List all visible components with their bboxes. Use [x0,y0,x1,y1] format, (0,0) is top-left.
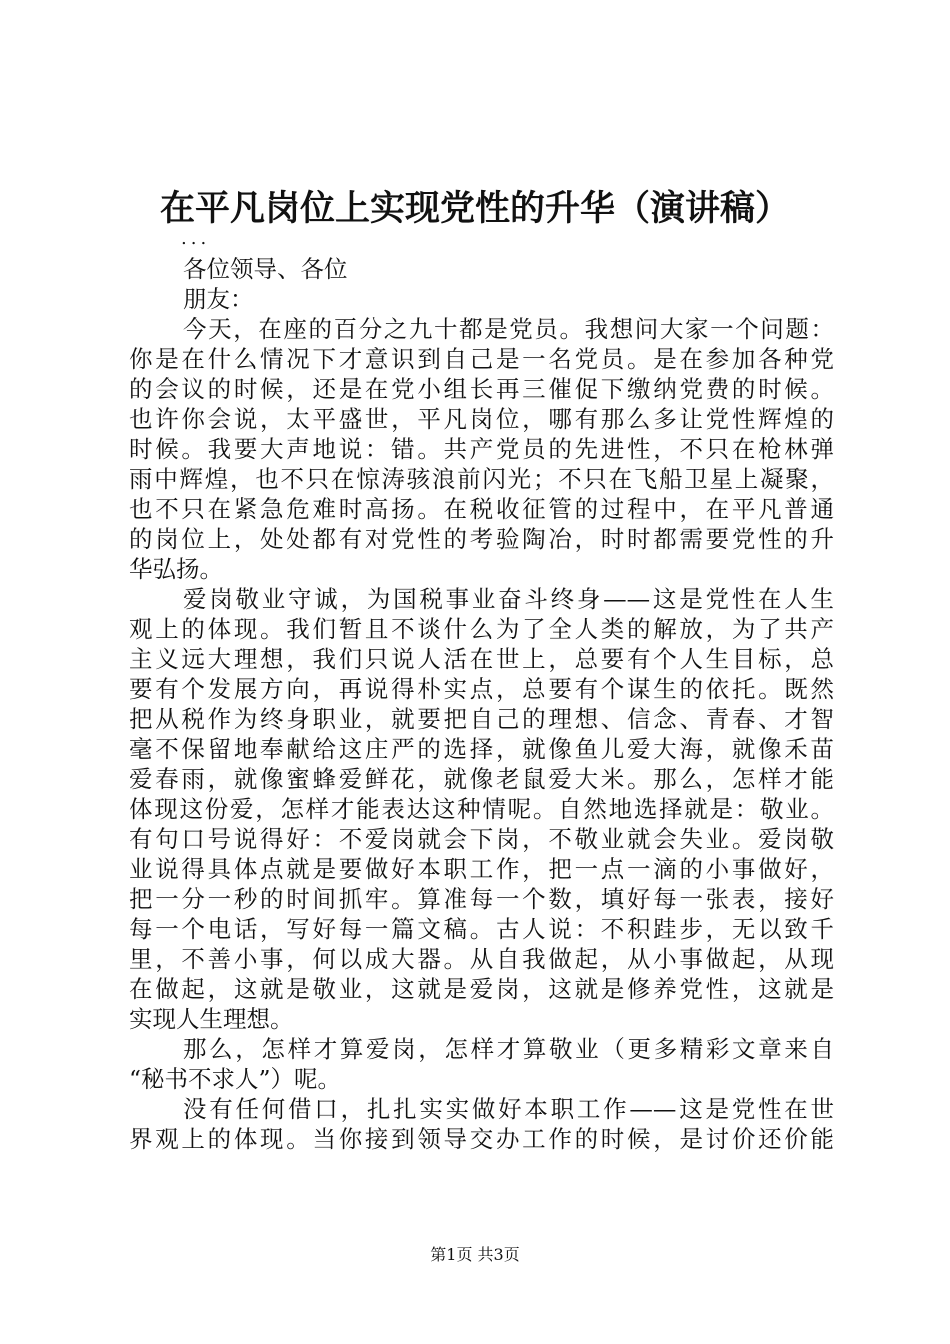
paragraph-1-line: 也许你会说，太平盛世，平凡岗位，哪有那么多让党性辉煌的 [129,405,834,433]
paragraph-1-line: 你是在什么情况下才意识到自己是一名党员。是在参加各种党 [129,345,834,373]
paragraph-1-line: 的会议的时候，还是在党小组长再三催促下缴纳党费的时候。 [129,375,834,403]
paragraph-2-line: 有句口号说得好：不爱岗就会下岗，不敬业就会失业。爱岗敬 [129,825,834,853]
document-title: 在平凡岗位上实现党性的升华（演讲稿） [159,188,790,229]
paragraph-4-line: 界观上的体现。当你接到领导交办工作的时候，是讨价还价能 [129,1125,834,1153]
paragraph-2-line: 在做起，这就是敬业，这就是爱岗，这就是修养党性，这就是 [129,975,834,1003]
paragraph-3-line: “秘书不求人”）呢。 [129,1065,342,1093]
paragraph-2-line: 实现人生理想。 [129,1005,294,1033]
paragraph-1-line: 时候。我要大声地说：错。共产党员的先进性，不只在枪林弹 [129,435,834,463]
paragraph-2-line: 体现这份爱，怎样才能表达这种情呢。自然地选择就是：敬业。 [129,795,834,823]
paragraph-1-line: 华弘扬。 [129,555,223,583]
paragraph-2-line: 每一个电话，写好每一篇文稿。古人说：不积跬步，无以致千 [129,915,834,943]
paragraph-2-line: 要有个发展方向，再说得朴实点，总要有个谋生的依托。既然 [129,675,834,703]
paragraph-2-line: 主义远大理想，我们只说人活在世上，总要有个人生目标，总 [129,645,834,673]
paragraph-1-line: 雨中辉煌，也不只在惊涛骇浪前闪光；不只在飞船卫星上凝聚， [129,465,834,493]
paragraph-2-line: 爱岗敬业守诚，为国税事业奋斗终身——这是党性在人生 [183,585,834,613]
document-body [129,224,834,1154]
paragraph-2-line: 爱春雨，就像蜜蜂爱鲜花，就像老鼠爱大米。那么，怎样才能 [129,765,834,793]
page-number-footer: 第1页 共3页 [430,1245,520,1264]
paragraph-2-line: 里，不善小事，何以成大器。从自我做起，从小事做起，从现 [129,945,834,973]
paragraph-2-line: 观上的体现。我们暂且不谈什么为了全人类的解放，为了共产 [129,615,834,643]
paragraph-3-line: 那么，怎样才算爱岗，怎样才算敬业（更多精彩文章来自 [183,1035,834,1063]
paragraph-2-line: 业说得具体点就是要做好本职工作，把一点一滴的小事做好， [129,855,834,883]
ellipsis-line: ... [181,228,211,249]
paragraph-1-line: 今天，在座的百分之九十都是党员。我想问大家一个问题： [183,315,834,343]
paragraph-2-line: 把从税作为终身职业，就要把自己的理想、信念、青春、才智 [129,705,834,733]
salutation-line: 各位领导、各位 [183,255,348,283]
paragraph-4-line: 没有任何借口，扎扎实实做好本职工作——这是党性在世 [183,1095,834,1123]
salutation-line: 朋友： [183,285,254,313]
paragraph-1-line: 的岗位上，处处都有对党性的考验陶冶，时时都需要党性的升 [129,525,834,553]
paragraph-2-line: 把一分一秒的时间抓牢。算准每一个数，填好每一张表，接好 [129,885,834,913]
paragraph-1-line: 也不只在紧急危难时高扬。在税收征管的过程中，在平凡普通 [129,495,834,523]
paragraph-2-line: 毫不保留地奉献给这庄严的选择，就像鱼儿爱大海，就像禾苗 [129,735,834,763]
